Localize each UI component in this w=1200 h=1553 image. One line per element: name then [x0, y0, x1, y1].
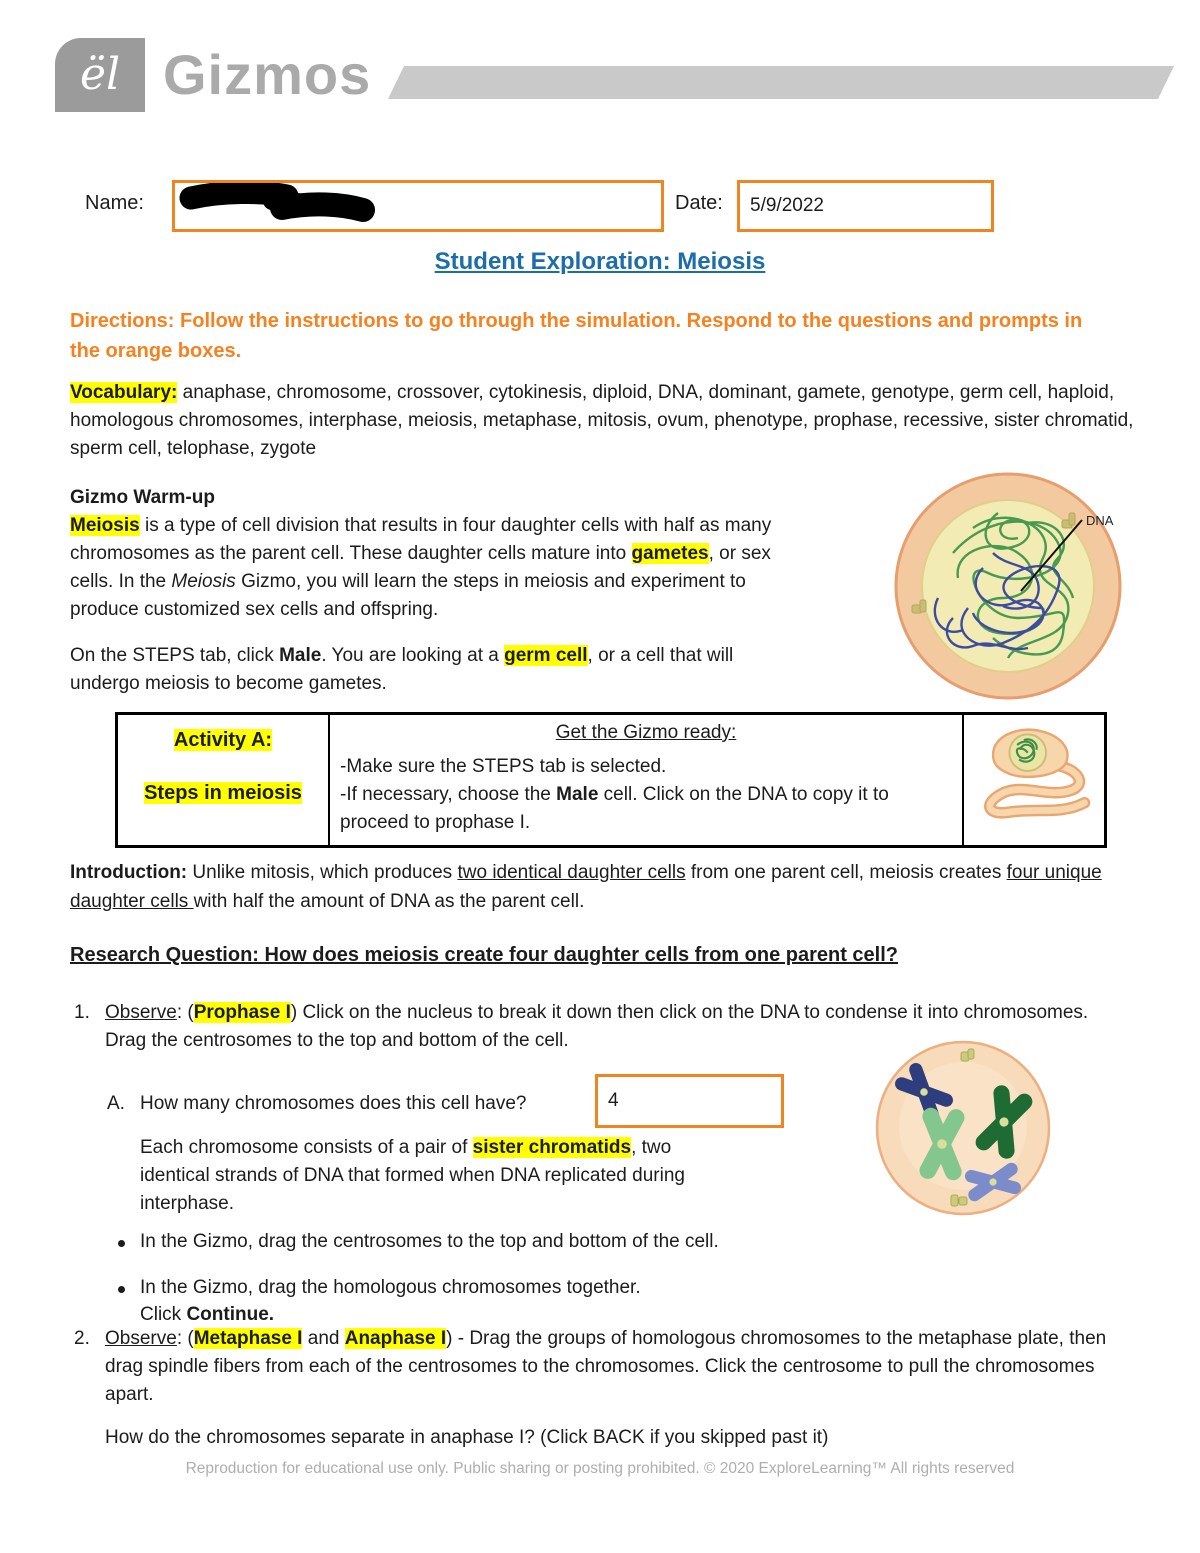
gizmo-ready-cell: [329, 714, 963, 847]
highlight-meiosis: Meiosis: [70, 515, 140, 536]
germ-cell-figure: [858, 458, 1188, 718]
text-segment: : (: [176, 1328, 194, 1349]
date-label: Date:: [675, 192, 723, 214]
text-segment: Each chromosome consists of a pair of: [140, 1137, 473, 1158]
chromosome-answer-box[interactable]: [595, 1074, 784, 1128]
dna-figure-label: DNA: [1086, 513, 1114, 528]
bold-male: Male: [279, 645, 322, 666]
brand-banner: [388, 66, 1174, 99]
bullet-icon: [118, 1240, 125, 1247]
introduction-paragraph: [70, 858, 1148, 916]
redaction-scribble: [177, 183, 657, 223]
highlight-sister-chromatids: sister chromatids: [472, 1137, 632, 1158]
warmup-paragraph-1: [70, 512, 800, 624]
list-number: 2.: [74, 1328, 90, 1349]
list-letter: A.: [107, 1093, 125, 1114]
observe-label: Observe: [105, 1328, 177, 1349]
text-segment: ) - Drag the groups of homologous chromosomes to the metaphase plate, then drag spindle fibers from each of the centrosomes to the chromosomes. Click the centrosome to pull the chromosomes apart.: [105, 1328, 1107, 1405]
text-segment: with half the amount of DNA as the parent cell.: [193, 891, 585, 912]
text-segment: and: [302, 1328, 345, 1349]
sister-chromatids-paragraph: [140, 1134, 700, 1218]
list-number: 1.: [74, 1002, 90, 1023]
highlight-anaphase-1: Anaphase I: [344, 1328, 447, 1349]
page-title: Student Exploration: Meiosis: [434, 248, 766, 275]
text-segment: -If necessary, choose the: [340, 784, 557, 805]
highlight-gametes: gametes: [631, 543, 709, 564]
date-value: 5/9/2022: [750, 195, 824, 216]
activity-table: [115, 712, 1107, 848]
table-row: [117, 714, 1106, 847]
text-segment: from one parent cell, meiosis creates: [685, 862, 1007, 883]
bold-male: Male: [556, 784, 599, 805]
activity-title: Activity A:: [173, 729, 273, 751]
highlight-germ-cell: germ cell: [504, 645, 588, 666]
text-segment: , or sex cells. In the: [70, 543, 771, 592]
vocabulary-label: Vocabulary:: [70, 382, 178, 403]
text-segment: ) Click on the nucleus to break it down then click on the DNA to condense it into chromosomes. Drag the centrosomes to the top and bottom of the cell.: [105, 1002, 1089, 1051]
gizmo-ready-heading: Get the Gizmo ready:: [555, 722, 737, 743]
italic-meiosis: Meiosis: [171, 571, 236, 592]
underlined-phrase: two identical daughter cells: [457, 862, 686, 883]
highlight-prophase-1: Prophase I: [193, 1002, 291, 1023]
ready-step-1: -Make sure the STEPS tab is selected.: [340, 756, 667, 777]
bullet-item: In the Gizmo, drag the centrosomes to the top and bottom of the cell.: [140, 1231, 719, 1252]
bullet-icon: [118, 1286, 125, 1293]
vocabulary-paragraph: [70, 379, 1142, 463]
activity-title-cell: [117, 714, 330, 847]
text-segment: , two identical strands of DNA that formed when DNA replicated during interphase.: [140, 1137, 685, 1214]
text-segment: Click: [140, 1304, 187, 1325]
copyright-footer: Reproduction for educational use only. Public sharing or posting prohibited. © 2020 ExploreLearning™ All rights reserved: [185, 1460, 1015, 1477]
warmup-paragraph-2: [70, 642, 800, 698]
highlight-metaphase-1: Metaphase I: [193, 1328, 303, 1349]
text-segment: Unlike mitosis, which produces: [187, 862, 458, 883]
anaphase-question: How do the chromosomes separate in anaphase I? (Click BACK if you skipped past it): [105, 1427, 829, 1448]
text-segment: is a type of cell division that results in four daughter cells with half as many chromosomes as the parent cell. These daughter cells mature into: [70, 515, 772, 564]
answer-value: 4: [608, 1090, 619, 1111]
prophase-cell-figure: [866, 1040, 1066, 1225]
gizmos-logo: [55, 38, 145, 112]
brand-name: Gizmos: [163, 43, 372, 106]
introduction-label: Introduction:: [70, 862, 188, 883]
underlined-phrase: four unique daughter cells: [70, 862, 1102, 912]
ready-step-2: [340, 781, 952, 837]
research-question: Research Question: How does meiosis create four daughter cells from one parent cell?: [70, 944, 898, 966]
observe-label: Observe: [105, 1002, 177, 1023]
text-segment: On the STEPS tab, click: [70, 645, 280, 666]
text-segment: : (: [176, 1002, 194, 1023]
date-input-box[interactable]: [737, 180, 994, 232]
text-segment: Gizmo, you will learn the steps in meiosis and experiment to produce customized sex cells and offspring.: [70, 571, 746, 620]
question-2-text: [105, 1325, 1141, 1409]
bold-continue: Continue.: [186, 1304, 275, 1325]
sperm-cell-icon: [969, 716, 1099, 824]
text-segment: . You are looking at a: [321, 645, 505, 666]
warmup-section: [70, 484, 800, 698]
name-input-box[interactable]: [172, 180, 664, 232]
el-monogram-icon: ël: [79, 49, 121, 100]
activity-subtitle: Steps in meiosis: [144, 782, 302, 804]
question-1a-text: How many chromosomes does this cell have?: [140, 1093, 527, 1114]
text-segment: , or a cell that will undergo meiosis to become gametes.: [70, 645, 734, 694]
vocabulary-terms: anaphase, chromosome, crossover, cytokinesis, diploid, DNA, dominant, gamete, genotype, germ cell, haploid, homologous chromosomes, interphase, meiosis, metaphase, mitosis, ovum, phenotype, prophase, recessive, sister chromatid, sperm cell, telophase, zygote: [70, 382, 1134, 459]
name-label: Name:: [85, 192, 144, 214]
bullet-item: In the Gizmo, drag the homologous chromosomes together.: [140, 1277, 641, 1298]
directions-text: Directions: Follow the instructions to go through the simulation. Respond to the questions and prompts in the orange boxes.: [70, 310, 1083, 362]
sperm-figure-cell: [963, 714, 1106, 847]
warmup-heading: Gizmo Warm-up: [70, 487, 215, 508]
text-segment: cell. Click on the DNA to copy it to proceed to prophase I.: [340, 784, 889, 833]
